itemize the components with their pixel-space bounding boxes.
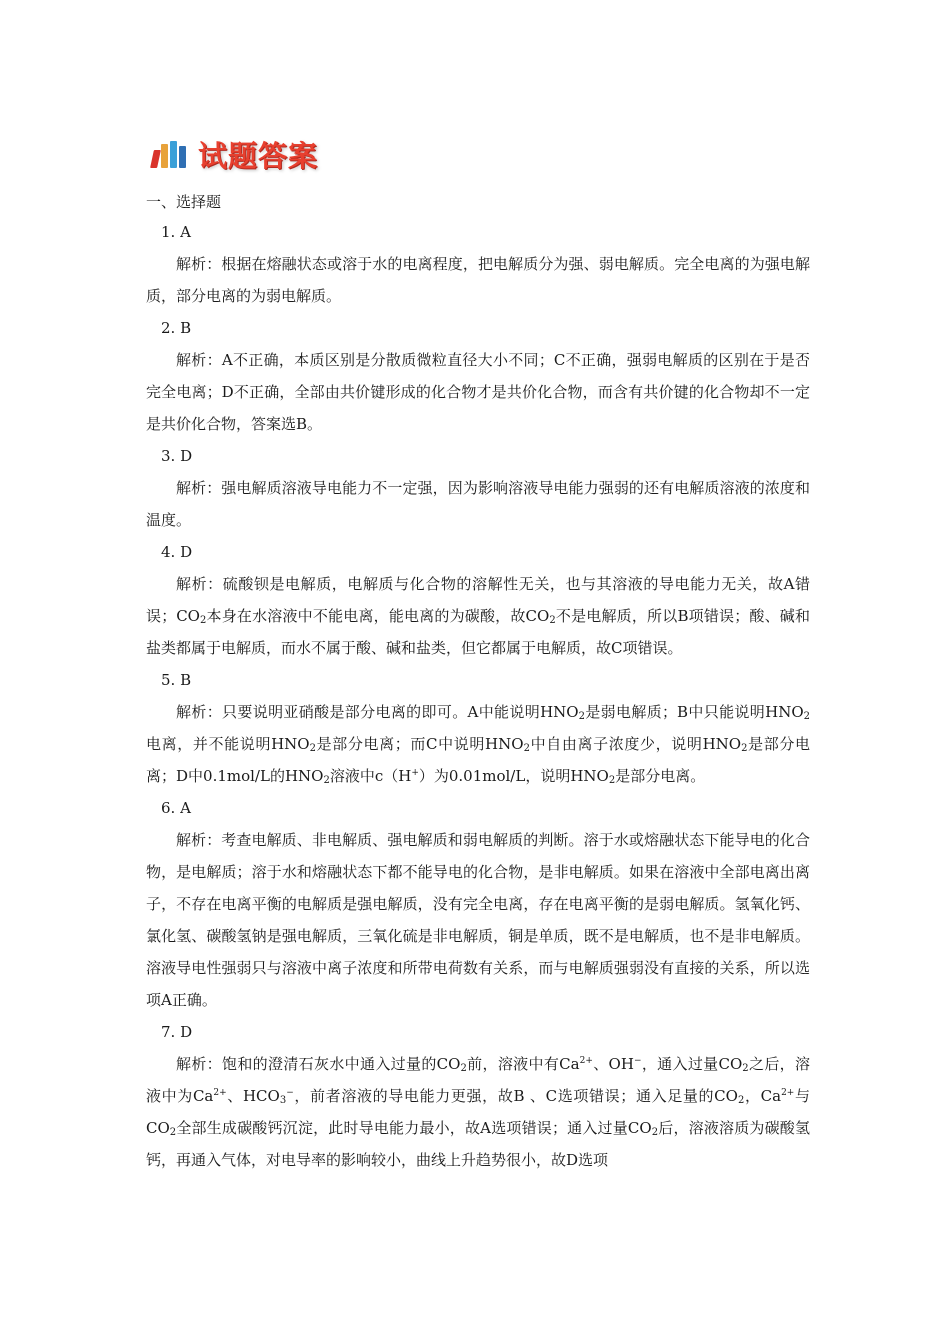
answer-banner	[152, 134, 318, 174]
explanation: 解析：考查电解质、非电解质、强电解质和弱电解质的判断。溶于水或熔融状态下能导电的化合物，是电解质；溶于水和熔融状态下都不能导电的化合物，是非电解质。如果在溶液中全部电离出离子，不存在电离平衡的电解质是强电解质，没有完全电离，存在电离平衡的是弱电解质。氢氧化钙、氯化氢、碳酸氢钠是强电解质，三氧化硫是非电解质，铜是单质，既不是电解质，也不是非电解质。溶液导电性强弱只与溶液中离子浓度和所带电荷数有关系，而与电解质强弱没有直接的关系，所以选项A正确。	[146, 831, 810, 1009]
books-icon	[152, 140, 192, 168]
explanation: 解析：强电解质溶液导电能力不一定强，因为影响溶液导电能力强弱的还有电解质溶液的浓度和温度。	[146, 479, 810, 529]
answer-number: 5. B	[161, 671, 192, 689]
answer-content	[146, 188, 810, 1176]
answer-number: 4. D	[161, 543, 193, 561]
explanation: 解析：硫酸钡是电解质，电解质与化合物的溶解性无关，也与其溶液的导电能力无关，故A错误；$CO_2$本身在水溶液中不能电离，能电离的为碳酸，故$CO_2$不是电解质，所以B项错误；酸、碱和盐类都属于电解质，而水不属于酸、碱和盐类，但它都属于电解质，故C项错误。	[146, 575, 810, 657]
explanation: 解析：只要说明亚硝酸是部分电离的即可。A中能说明$HNO_2$是弱电解质；B中只能说明$HNO_2$电离，并不能说明$HNO_2$是部分电离；而C中说明$HNO_2$中自由离子浓度少，说明$HNO_2$是部分电离；D中0.1mol/L的$HNO_2$溶液中c（H+）为0.01mol/L，说明$HNO_2$是部分电离。	[146, 703, 810, 786]
answer-number: 2. B	[161, 319, 192, 337]
answer-number: 6. A	[161, 799, 191, 817]
answer-number: 3. D	[161, 447, 193, 465]
answer-number: 1. A	[161, 223, 191, 241]
banner-title: 试题答案	[198, 138, 319, 173]
explanation: 解析：饱和的澄清石灰水中通入过量的$CO_2$前，溶液中有$Ca^{2+}$、OH−，通入过量$CO_2$之后，溶液中为$Ca^{2+}$、$HCO_3^-$，前者溶液的导电能力更强，故B 、C选项错误；通入足量的$CO_2$，$Ca^{2+}$与$CO_2$全部生成碳酸钙沉淀，此时导电能力最小，故A选项错误；通入过量$CO_2$后，溶液溶质为碳酸氢钙，再通入气体，对电导率的影响较小，曲线上升趋势很小，故D选项	[146, 1055, 810, 1169]
explanation: 解析：A不正确，本质区别是分散质微粒直径大小不同；C不正确，强弱电解质的区别在于是否完全电离；D不正确，全部由共价键形成的化合物才是共价化合物，而含有共价键的化合物却不一定是共价化合物，答案选B。	[146, 351, 810, 433]
section-title: 一、选择题	[146, 193, 222, 211]
explanation: 解析：根据在熔融状态或溶于水的电离程度，把电解质分为强、弱电解质。完全电离的为强电解质，部分电离的为弱电解质。	[146, 255, 810, 305]
answer-number: 7. D	[161, 1023, 193, 1041]
